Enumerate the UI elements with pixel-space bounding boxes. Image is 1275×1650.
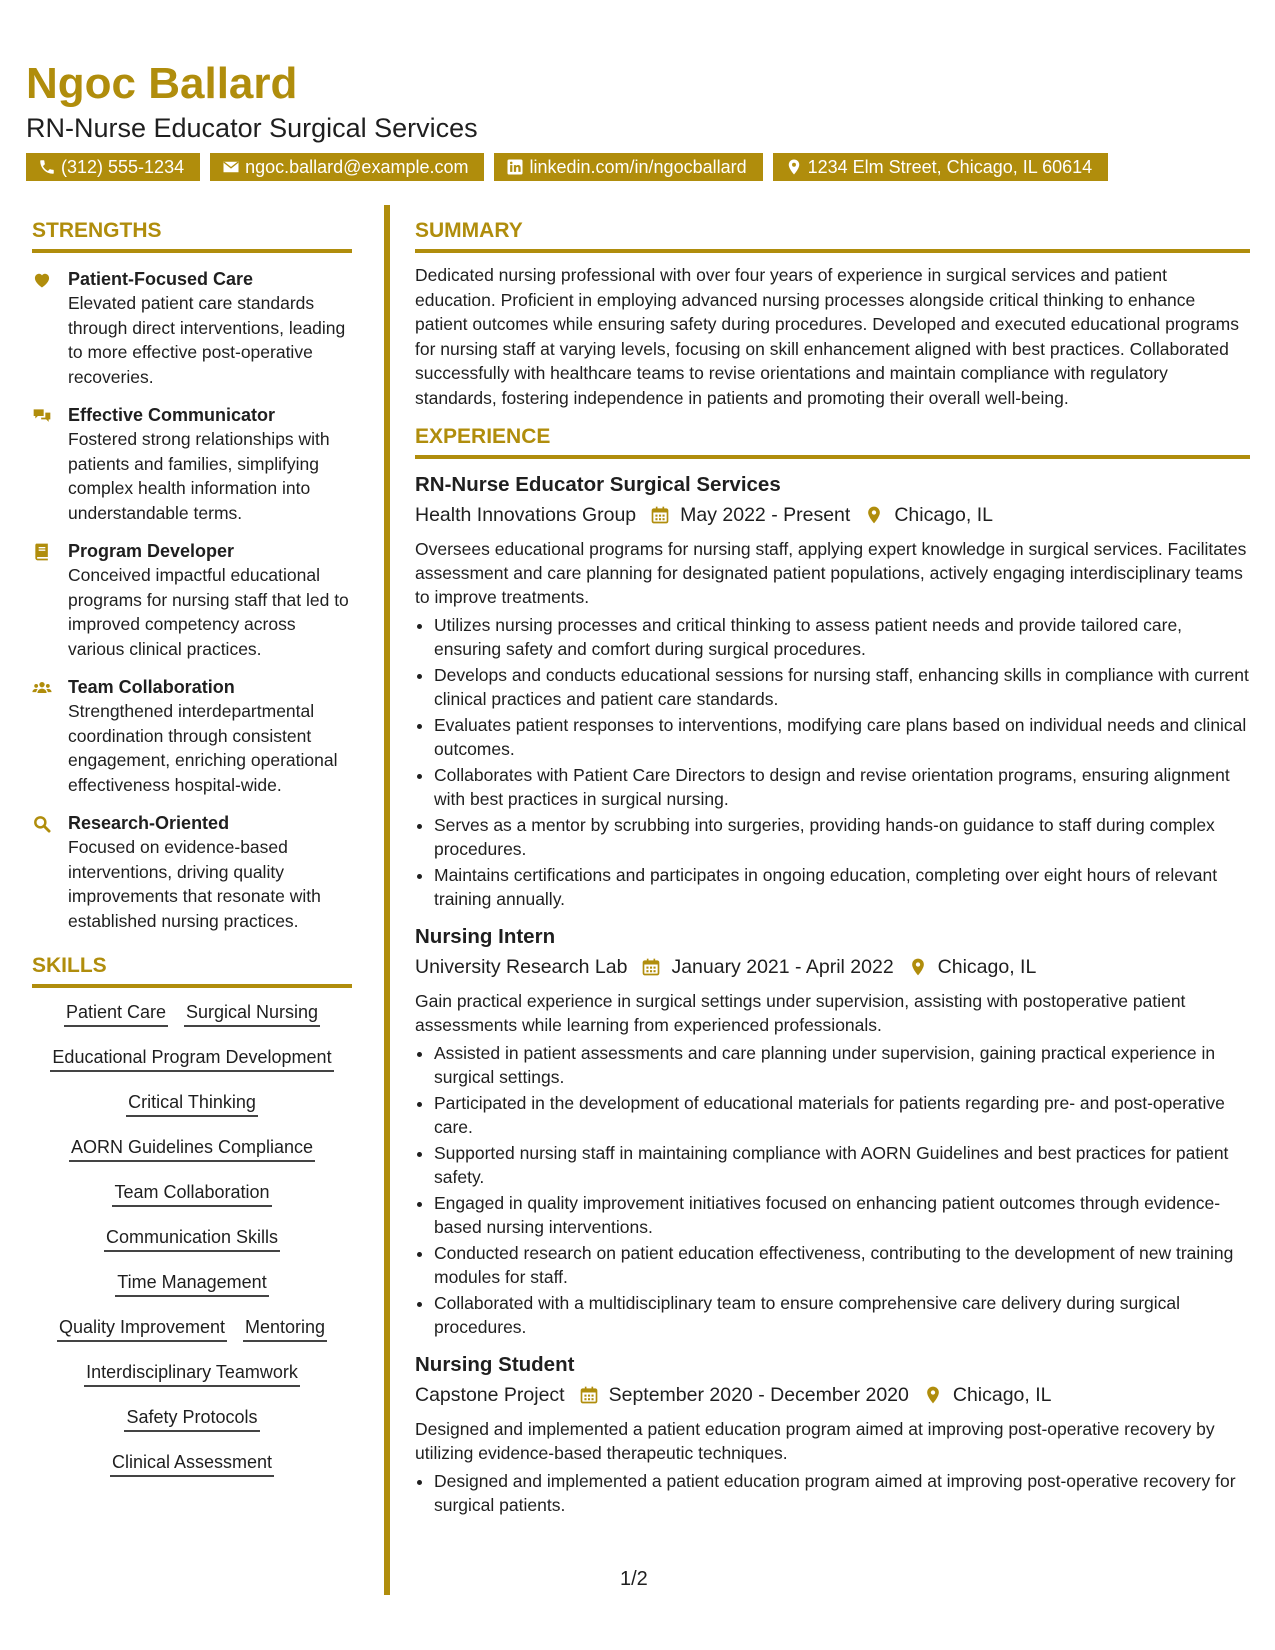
map-marker-icon xyxy=(908,957,928,977)
skill-tag: Clinical Assessment xyxy=(110,1450,274,1477)
skill-tag: Patient Care xyxy=(64,1000,168,1027)
bullet-item: • Utilizes nursing processes and critical thinking to assess patient needs and provide tailored care, ensuring safety and comfort during surgical procedures. xyxy=(434,613,1250,661)
candidate-title: RN-Nurse Educator Surgical Services xyxy=(26,113,478,143)
map-marker-icon xyxy=(785,158,803,176)
experience-heading: EXPERIENCE xyxy=(415,424,1250,459)
job-entry xyxy=(415,1351,1250,1517)
summary-heading: SUMMARY xyxy=(415,218,1250,253)
job-description: Oversees educational programs for nursing staff, applying expert knowledge in surgical services. Facilitates assessment and care planning for designated patient populations, actively engaging interdisciplinary teams to improve treatments. xyxy=(415,539,1247,608)
job-location: Chicago, IL xyxy=(937,956,1037,979)
contact-bar xyxy=(26,153,1108,181)
strength-item xyxy=(32,539,352,661)
linkedin-icon xyxy=(506,158,524,176)
job-description: Gain practical experience in surgical settings under supervision, assisting with postoperative patient assessments while learning from experienced professionals. xyxy=(415,991,1186,1036)
calendar-icon xyxy=(650,505,670,525)
job-bullets xyxy=(415,1469,1250,1517)
contact-email[interactable] xyxy=(210,153,484,181)
bullet-item: • Participated in the development of educational materials for patients regarding pre- and post-operative care. xyxy=(434,1091,1250,1139)
envelope-icon xyxy=(222,158,240,176)
strength-item xyxy=(32,267,352,389)
right-column xyxy=(415,218,1250,1519)
column-divider xyxy=(384,205,390,1595)
bullet-item: • Evaluates patient responses to interventions, modifying care plans based on individual needs and clinical outcomes. xyxy=(434,713,1250,761)
bullet-item: • Supported nursing staff in maintaining compliance with AORN Guidelines and best practices for patient safety. xyxy=(434,1141,1250,1189)
job-company: Health Innovations Group xyxy=(415,504,637,527)
summary-text: Dedicated nursing professional with over four years of experience in surgical services and patient education. Proficient in employing advanced nursing processes alongside critical thinking to enhance patient outcomes while ensuring safety during procedures. Developed and executed educational programs for nursing staff at varying levels, focusing on skill enhancement aligned with best practices. Collaborated successfully with healthcare teams to revise orientations and maintain compliance with regulatory standards, fostering independence in patients and promoting their overall well-being. xyxy=(415,265,1239,408)
left-column xyxy=(32,218,352,1495)
strength-title: Patient-Focused Care xyxy=(68,269,254,290)
job-meta xyxy=(415,1381,1250,1409)
candidate-name: Ngoc Ballard xyxy=(26,59,298,108)
email-text: ngoc.ballard@example.com xyxy=(245,157,469,177)
strength-item xyxy=(32,403,352,525)
contact-phone[interactable] xyxy=(26,153,200,181)
strength-desc: Fostered strong relationships with patients and families, simplifying complex health information into understandable terms. xyxy=(68,429,330,523)
bullet-item: • Engaged in quality improvement initiatives focused on enhancing patient outcomes through evidence-based nursing interventions. xyxy=(434,1191,1250,1239)
phone-text: (312) 555-1234 xyxy=(61,157,185,177)
job-entry xyxy=(415,923,1250,1339)
linkedin-text: linkedin.com/in/ngocballard xyxy=(529,157,747,177)
job-dates: January 2021 - April 2022 xyxy=(671,956,894,979)
bullet-item: • Develops and conducts educational sessions for nursing staff, enhancing skills in compliance with current clinical practices and patient care standards. xyxy=(434,663,1250,711)
job-location: Chicago, IL xyxy=(894,504,993,527)
strength-item xyxy=(32,811,352,933)
skill-tag: Critical Thinking xyxy=(126,1090,258,1117)
address-text: 1234 Elm Street, Chicago, IL 60614 xyxy=(807,157,1093,177)
skill-tag: Educational Program Development xyxy=(50,1045,333,1072)
skills-heading: SKILLS xyxy=(32,953,352,988)
bullet-item: • Assisted in patient assessments and care planning under supervision, gaining practical experience in surgical settings. xyxy=(434,1041,1250,1089)
bullet-item: • Designed and implemented a patient education program aimed at improving post-operative recovery for surgical patients. xyxy=(434,1469,1250,1517)
strengths-heading: STRENGTHS xyxy=(32,218,352,253)
job-dates: September 2020 - December 2020 xyxy=(608,1384,909,1407)
strength-title: Team Collaboration xyxy=(68,677,235,698)
users-icon xyxy=(32,678,52,698)
strength-desc: Focused on evidence-based interventions, driving quality improvements that resonate with established nursing practices. xyxy=(68,837,321,931)
skill-tag: Quality Improvement xyxy=(57,1315,227,1342)
job-dates: May 2022 - Present xyxy=(680,504,851,527)
search-icon xyxy=(32,814,52,834)
job-description: Designed and implemented a patient education program aimed at improving post-operative recovery by utilizing evidence-based therapeutic techniques. xyxy=(415,1419,1215,1464)
comments-icon xyxy=(32,406,52,426)
page-number: 1/2 xyxy=(620,1568,648,1590)
book-icon xyxy=(32,542,52,562)
skill-tag: Surgical Nursing xyxy=(184,1000,320,1027)
skill-tag: Mentoring xyxy=(243,1315,327,1342)
skill-tag: AORN Guidelines Compliance xyxy=(69,1135,315,1162)
skill-tag: Team Collaboration xyxy=(112,1180,271,1207)
job-meta xyxy=(415,501,1250,529)
job-title: RN-Nurse Educator Surgical Services xyxy=(415,473,781,497)
strength-title: Program Developer xyxy=(68,541,235,562)
job-company: University Research Lab xyxy=(415,956,628,979)
job-title: Nursing Student xyxy=(415,1353,575,1377)
heart-icon xyxy=(32,270,52,290)
contact-address[interactable] xyxy=(773,153,1109,181)
strength-item xyxy=(32,675,352,797)
job-bullets xyxy=(415,613,1250,911)
bullet-item: • Conducted research on patient education effectiveness, contributing to the development of new training modules for staff. xyxy=(434,1241,1250,1289)
job-location: Chicago, IL xyxy=(952,1384,1052,1407)
contact-linkedin[interactable] xyxy=(494,153,762,181)
map-marker-icon xyxy=(923,1385,943,1405)
strength-desc: Elevated patient care standards through direct interventions, leading to more effective post-operative recoveries. xyxy=(68,293,346,387)
strength-desc: Strengthened interdepartmental coordination through consistent engagement, enriching operational effectiveness hospital-wide. xyxy=(68,701,338,795)
skill-tag: Interdisciplinary Teamwork xyxy=(84,1360,300,1387)
job-title: Nursing Intern xyxy=(415,925,556,949)
calendar-icon xyxy=(579,1385,599,1405)
map-marker-icon xyxy=(864,505,884,525)
bullet-item: • Maintains certifications and participates in ongoing education, completing over eight hours of relevant training annually. xyxy=(434,863,1250,911)
skill-tag: Communication Skills xyxy=(104,1225,280,1252)
strength-desc: Conceived impactful educational programs for nursing staff that led to improved competency across various clinical practices. xyxy=(68,565,349,659)
job-company: Capstone Project xyxy=(415,1384,565,1407)
bullet-item: • Serves as a mentor by scrubbing into surgeries, providing hands-on guidance to staff during complex procedures. xyxy=(434,813,1250,861)
skill-tag: Time Management xyxy=(115,1270,268,1297)
skill-tag: Safety Protocols xyxy=(124,1405,259,1432)
strengths-list xyxy=(32,267,352,933)
strength-title: Effective Communicator xyxy=(68,405,276,426)
calendar-icon xyxy=(641,957,661,977)
bullet-item: • Collaborates with Patient Care Directors to design and revise orientation programs, ensuring alignment with best practices in surgical nursing. xyxy=(434,763,1250,811)
phone-icon xyxy=(38,158,56,176)
strength-title: Research-Oriented xyxy=(68,813,230,834)
skills-list xyxy=(32,1000,352,1477)
job-bullets xyxy=(415,1041,1250,1339)
bullet-item: • Collaborated with a multidisciplinary team to ensure comprehensive care delivery during surgical procedures. xyxy=(434,1291,1250,1339)
job-meta xyxy=(415,953,1250,981)
job-entry xyxy=(415,471,1250,911)
